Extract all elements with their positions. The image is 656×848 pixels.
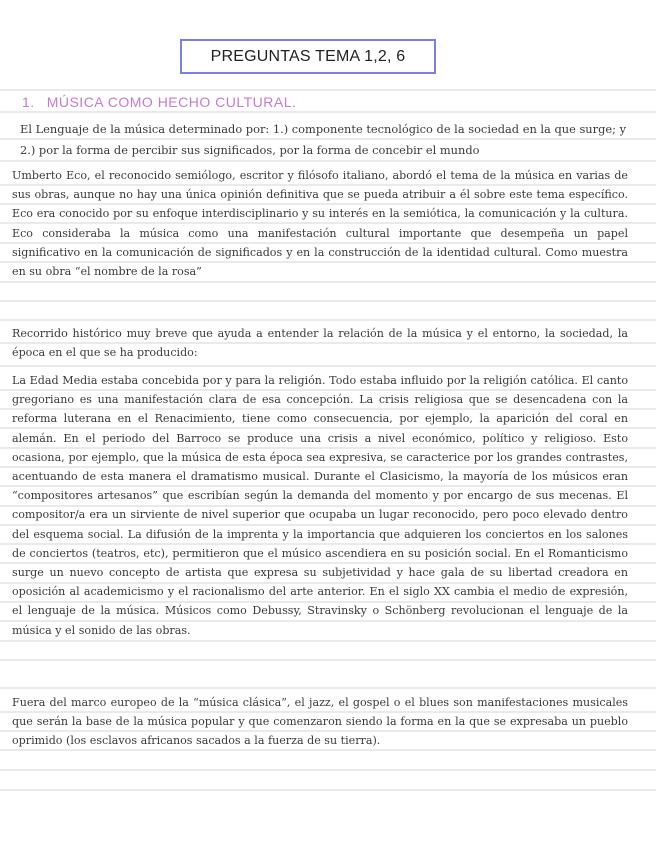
edad-media-paragraph: La Edad Media estaba concebida por y para la religión. Todo estaba influido por la religión católica. El canto gregoriano es una manifestación clara de esa concepción. La crisis religiosa que se desencadena con la reforma luterana en el Renacimiento, tiene como consecuencia, por ejemplo, la aparición del coral en alemán. En el periodo del Barroco se produce una crisis a nivel económico, político y religioso. Esto ocasiona, por ejemplo, que la música de esta época sea expresiva, se caracterice por los grandes contrastes, acentuando de esta manera el dramatismo musical. Durante el Clasicismo, la mayoría de los músicos eran “compositores artesanos” que escribían según la demanda del momento y por encargo de sus mecenas. El compositor/a era un sirviente de nivel superior que ocupaba un lugar reconocido, pero poco elevado dentro del esquema social. La difusión de la imprenta y la importancia que adquieren los conciertos en los salones de conciertos (teatros, etc), permitieron que el músico ascendiera en su posición social. En el Romanticismo surge un nuevo concepto de artista que expresa su subjetividad y hace gala de su libertad creadora en oposición al academicismo y el racionalismo del arte anterior. En el siglo XX cambia el medio de expresión, el lenguaje de la música. Músicos como Debussy, Stravinsky o Schönberg revolucionan el lenguaje de la música y el sonido de las obras. (12, 374, 628, 637)
recorrido-paragraph: Recorrido histórico muy breve que ayuda a entender la relación de la música y el entorno, la sociedad, la época en el que se ha producido: (12, 327, 628, 360)
section-heading (22, 94, 296, 110)
page-title-text: PREGUNTAS TEMA 1,2, 6 (210, 47, 406, 65)
intro-paragraph: El Lenguaje de la música determinado por: 1.) componente tecnológico de la sociedad en la que surge; y 2.) por la forma de percibir sus significados, por la forma de concebir el mundo (20, 122, 626, 157)
section-number: 1. (22, 94, 35, 110)
eco-paragraph: Umberto Eco, el reconocido semiólogo, escritor y filósofo italiano, abordó el tema de la música en varias de sus obras, aunque no hay una única opinión definitiva que se pueda atribuir a él sobre este tema específico. Eco era conocido por su enfoque interdisciplinario y su interés en la semiótica, la comunicación y la cultura. Eco consideraba la música como una manifestación cultural importante que desempeña un papel significativo en la comunicación de significados y en la construcción de la identidad cultural. Como muestra en su obra “el nombre de la rosa” (12, 169, 628, 279)
fuera-paragraph: Fuera del marco europeo de la “música clásica”, el jazz, el gospel o el blues son manifestaciones musicales que serán la base de la música popular y que comenzaron siendo la forma en la que se expresaba un pueblo oprimido (los esclavos africanos sacados a la fuerza de su tierra). (12, 696, 628, 748)
section-heading-text: MÚSICA COMO HECHO CULTURAL. (46, 94, 297, 110)
page-title (180, 39, 436, 74)
